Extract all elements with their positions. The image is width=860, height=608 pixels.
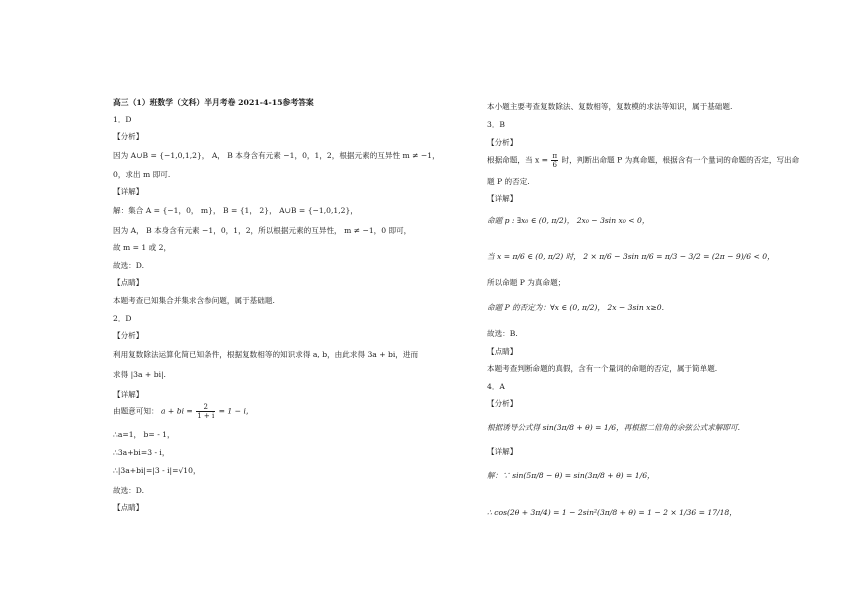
q2-fraction-numerator: 2 (196, 403, 215, 412)
q2-analysis-tag: 【分析】 (113, 331, 144, 340)
q3-analysis-tag: 【分析】 (487, 138, 518, 147)
q2-detail-line1 (113, 403, 253, 420)
q3-detail-line4: 命题 P 的否定为：∀x ∈ (0, π/2)， 2x − 3sin x≥0. (487, 303, 665, 312)
q2-analysis-line2: 求得 |3a + bi|. (113, 370, 166, 379)
q4-answer: 4．A (487, 382, 505, 391)
q1-detail-line3: 故 m = 1 或 2， (113, 243, 172, 252)
q2-analysis-line1: 利用复数除法运算化简已知条件，根据复数相等的知识求得 a, b，由此求得 3a + bi，进而 (113, 350, 419, 359)
q2-detail-line2: ∴a=1， b= - 1， (113, 430, 175, 439)
q2-detail-line1-prefix: 由题意可知： (113, 406, 159, 416)
q1-analysis-line1: 因为 A∪B = {−1,0,1,2}， A， B 本身含有元素 −1，0，1，2，根据元素的互异性 m ≠ −1， (113, 151, 440, 160)
document-title: 高三（1）班数学（文科）半月考卷 2021-4-15参考答案 (113, 98, 314, 107)
q1-comment-tag: 【点睛】 (113, 278, 144, 287)
q1-detail-line1: 解：集合 A = {−1，0， m}， B = {1， 2}， A∪B = {−1,0,1,2}， (113, 206, 358, 215)
q1-analysis-tag: 【分析】 (113, 132, 144, 141)
q1-detail-line2: 因为 A， B 本身含有元素 −1，0，1，2，所以根据元素的互异性， m ≠ −1，0 即可， (113, 226, 412, 235)
q1-comment-line1: 本题考查已知集合并集求含参问题，属于基础题. (113, 296, 275, 305)
q2-detail-line3: ∴3a+bi=3 - i， (113, 448, 170, 457)
q1-answer: 1．D (113, 115, 132, 124)
q3-fraction-denominator: 6 (552, 161, 557, 169)
q2-detail-tag: 【详解】 (113, 390, 144, 399)
q3-answer: 3．B (487, 120, 506, 129)
q3-detail-tag: 【详解】 (487, 194, 518, 203)
q3-analysis-fraction (551, 152, 558, 169)
q3-comment-tag: 【点睛】 (487, 347, 518, 356)
q3-analysis-line1-suffix: 时，判断出命题 P 为真命题，根据含有一个量词的命题的否定，写出命 (561, 155, 800, 165)
q1-detail-line4: 故选：D. (113, 261, 145, 270)
q3-detail-line2: 当 x = π/6 ∈ (0, π/2) 时， 2 × π/6 − 3sin π/6 = π/3 − 3/2 = (2π − 9)/6 < 0， (487, 252, 775, 261)
q3-analysis-line2: 题 P 的否定. (487, 177, 530, 186)
q3-detail-line5: 故选：B. (487, 329, 518, 338)
q1-detail-tag: 【详解】 (113, 187, 144, 196)
q2-comment-tag: 【点睛】 (113, 503, 144, 512)
q3-fraction-numerator: π (552, 152, 558, 160)
q1-analysis-line2: 0，求出 m 即可. (113, 170, 171, 179)
q2-comment-line1: 本小题主要考查复数除法、复数相等，复数模的求法等知识，属于基础题. (487, 102, 733, 111)
q2-detail-line1-lhs: a + bi = (160, 406, 193, 416)
q2-detail-line1-rhs: = 1 − i， (218, 406, 254, 416)
q4-detail-line1: 解：∵ sin(5π/8 − θ) = sin(3π/8 + θ) = 1/6， (487, 471, 655, 480)
q4-analysis-line1: 根据诱导公式得 sin(3π/8 + θ) = 1/6，再根据二倍角的余弦公式求解即可. (487, 423, 741, 432)
q3-comment-line1: 本题考查判断命题的真假，含有一个量词的命题的否定，属于简单题. (487, 364, 718, 373)
q4-detail-tag: 【详解】 (487, 447, 518, 456)
q2-fraction-denominator: 1 + i (197, 412, 215, 420)
q4-analysis-tag: 【分析】 (487, 399, 518, 408)
q3-detail-line3: 所以命题 P 为真命题； (487, 278, 566, 287)
q2-answer: 2．D (113, 314, 132, 323)
q3-analysis-line1-prefix: 根据命题，当 x = (487, 155, 549, 165)
q2-detail-fraction (196, 403, 215, 420)
q3-detail-line1: 命题 p : ∃x₀ ∈ (0, π/2)， 2x₀ − 3sin x₀ < 0， (487, 216, 650, 225)
q4-detail-line2: ∴ cos(2θ + 3π/4) = 1 − 2sin²(3π/8 + θ) = 1 − 2 × 1/36 = 17/18， (487, 508, 737, 517)
q3-analysis-line1 (487, 152, 799, 169)
q2-detail-line4: ∴|3a+bi|=|3 - i|=√10， (113, 466, 201, 475)
q2-detail-line5: 故选：D. (113, 486, 145, 495)
